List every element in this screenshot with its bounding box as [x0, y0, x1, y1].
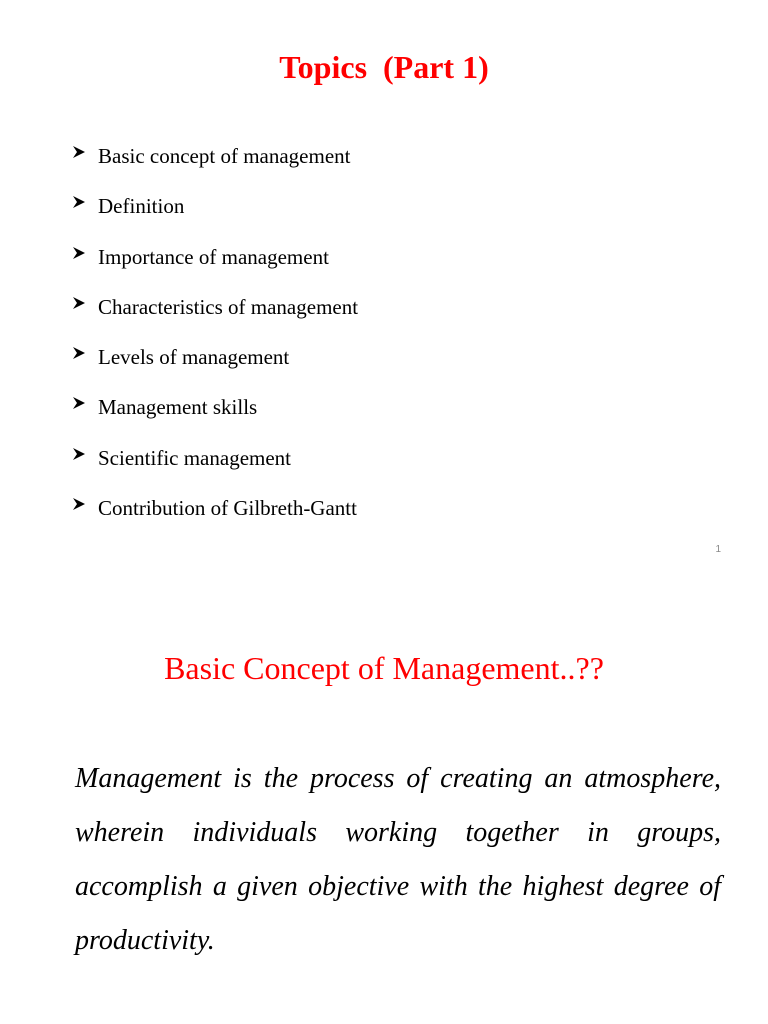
topic-label: Characteristics of management — [98, 294, 359, 319]
topic-label: Contribution of Gilbreth-Gantt — [98, 496, 357, 521]
topic-item — [72, 443, 358, 493]
arrow-bullet-icon — [72, 191, 98, 209]
topic-label: Basic concept of management — [98, 144, 351, 168]
topic-label: Scientific management — [98, 445, 292, 470]
arrow-bullet-icon — [72, 141, 98, 159]
topic-label: Definition — [98, 194, 185, 219]
arrow-bullet-icon — [72, 392, 98, 410]
topic-item — [72, 342, 358, 392]
arrow-bullet-icon — [72, 242, 98, 260]
topic-label: Management skills — [98, 395, 258, 420]
topic-item — [72, 392, 358, 442]
arrow-bullet-icon — [72, 292, 98, 310]
topics-title: Topics (Part 1) — [279, 49, 489, 85]
topic-item — [72, 191, 358, 241]
topic-label: Levels of management — [98, 345, 290, 370]
topic-item — [72, 493, 358, 543]
management-definition: Management is the process of creating an atmosphere, wherein individuals working together in groups, accomplish a given objective with the highest degree of productivity. — [75, 763, 721, 956]
page-number: 1 — [715, 544, 721, 555]
topic-item — [72, 292, 358, 342]
arrow-bullet-icon — [72, 342, 98, 360]
topic-list — [72, 141, 358, 543]
topic-item — [72, 242, 358, 292]
slide-basic-concept — [0, 570, 768, 1024]
arrow-bullet-icon — [72, 443, 98, 461]
topic-label: Importance of management — [98, 244, 329, 269]
basic-concept-title: Basic Concept of Management..?? — [164, 650, 604, 686]
topic-item — [72, 141, 358, 191]
arrow-bullet-icon — [72, 493, 98, 511]
